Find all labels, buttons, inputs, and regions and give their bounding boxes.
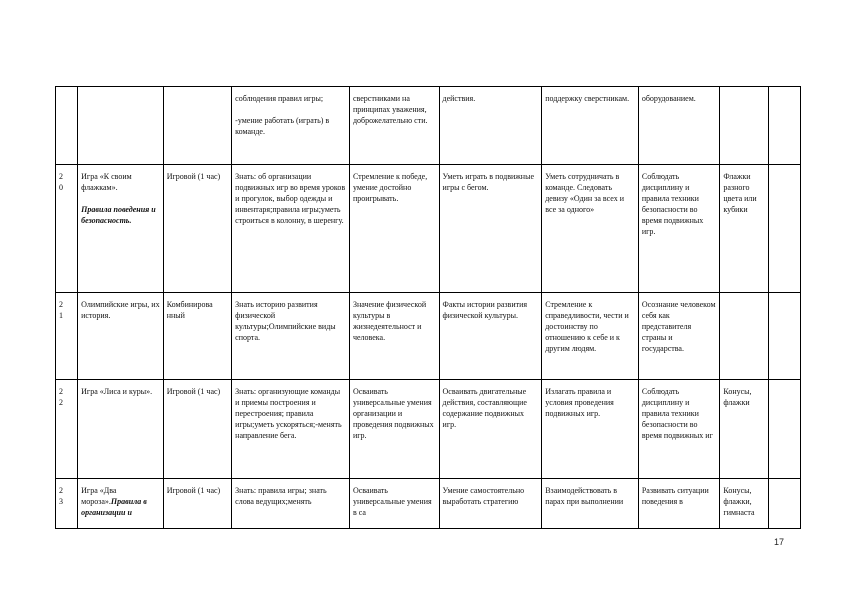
regulatory-cell: оборудованием. <box>638 87 720 165</box>
personal-cell: Осваивать универсальные умения в са <box>349 479 439 529</box>
row-number: 2 1 <box>56 293 78 380</box>
topic-cell: Олимпийские игры, их история. <box>78 293 164 380</box>
row-number <box>56 87 78 165</box>
topic-cell <box>78 87 164 165</box>
knowledge-cell: Знать: об организации подвижных игр во время уроков и прогулок, выбор одежды и инвентаря;правила игры;уметь строиться в колонну, в шеренгу. <box>232 165 350 293</box>
equipment-cell: Конусы, флажки <box>720 380 768 479</box>
subject-cell: Факты истории развития физической культуры. <box>439 293 542 380</box>
subject-cell: Умение самостоятельно выработать стратегию <box>439 479 542 529</box>
personal-cell: сверстниками на принципах уважения, доброжелательно сти. <box>349 87 439 165</box>
table-row <box>56 293 801 380</box>
knowledge-cell: Знать: организующие команды и приемы построения и перестроения; правила игры;уметь ускоряться;-менять направление бега. <box>232 380 350 479</box>
subject-cell: действия. <box>439 87 542 165</box>
empty-cell <box>768 479 800 529</box>
empty-cell <box>768 380 800 479</box>
table-row <box>56 87 801 165</box>
personal-cell: Значение физической культуры в жизнедеятельност и человека. <box>349 293 439 380</box>
empty-cell <box>768 293 800 380</box>
row-number: 2 2 <box>56 380 78 479</box>
topic-cell: Игра «Лиса и куры». <box>78 380 164 479</box>
row-number: 2 0 <box>56 165 78 293</box>
equipment-cell: Конусы, флажки, гимнаста <box>720 479 768 529</box>
table-row <box>56 479 801 529</box>
lesson-type-cell: Игровой (1 час) <box>163 165 231 293</box>
communicative-cell: поддержку сверстникам. <box>542 87 639 165</box>
equipment-cell <box>720 87 768 165</box>
row-number: 2 3 <box>56 479 78 529</box>
communicative-cell: Уметь сотрудничать в команде. Следовать девизу «Один за всех и все за одного» <box>542 165 639 293</box>
knowledge-cell: соблюдения правил игры; -умение работать (играть) в команде. <box>232 87 350 165</box>
table-row <box>56 165 801 293</box>
lesson-type-cell: Игровой (1 час) <box>163 380 231 479</box>
page-number: 17 <box>774 537 785 547</box>
equipment-cell: Флажки разного цвета или кубики <box>720 165 768 293</box>
lesson-type-cell: Игровой (1 час) <box>163 479 231 529</box>
equipment-cell <box>720 293 768 380</box>
regulatory-cell: Осознание человеком себя как представителя страны и государства. <box>638 293 720 380</box>
subject-cell: Уметь играть в подвижные игры с бегом. <box>439 165 542 293</box>
table-row <box>56 380 801 479</box>
lesson-type-cell <box>163 87 231 165</box>
communicative-cell: Взаимодействовать в парах при выполнении <box>542 479 639 529</box>
regulatory-cell: Развивать ситуации поведения в <box>638 479 720 529</box>
subject-cell: Осваивать двигательные действия, составляющие содержание подвижных игр. <box>439 380 542 479</box>
knowledge-cell: Знать историю развития физической культуры;Олимпийские виды спорта. <box>232 293 350 380</box>
empty-cell <box>768 165 800 293</box>
topic-cell: Игра «Два мороза».Правила в организации и <box>78 479 164 529</box>
communicative-cell: Излагать правила и условия проведения подвижных игр. <box>542 380 639 479</box>
lesson-type-cell: Комбинирова нный <box>163 293 231 380</box>
communicative-cell: Стремление к справедливости, чести и достоинству по отношению к себе и к другим людям. <box>542 293 639 380</box>
topic-cell: Игра «К своим флажкам». Правила поведения и безопасность. <box>78 165 164 293</box>
regulatory-cell: Соблюдать дисциплину и правила техники безопасности во время подвижных игр. <box>638 165 720 293</box>
knowledge-cell: Знать: правила игры; знать слова ведущих;менять <box>232 479 350 529</box>
personal-cell: Стремление к победе, умение достойно проигрывать. <box>349 165 439 293</box>
personal-cell: Осваивать универсальные умения организации и проведения подвижных игр. <box>349 380 439 479</box>
empty-cell <box>768 87 800 165</box>
regulatory-cell: Соблюдать дисциплину и правила техники безопасности во время подвижных иг <box>638 380 720 479</box>
lesson-plan-table <box>55 86 801 529</box>
